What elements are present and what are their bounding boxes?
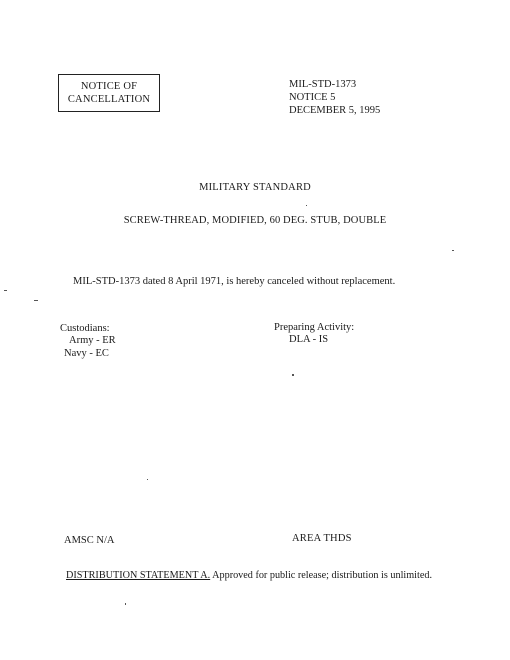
scan-speck xyxy=(125,603,126,605)
custodian-entry: Navy - EC xyxy=(64,348,109,359)
document-title: MILITARY STANDARD xyxy=(199,182,311,193)
distribution-statement xyxy=(66,570,432,581)
distribution-statement-text: Approved for public release; distribution is unlimited. xyxy=(210,570,432,581)
area-designation: AREA THDS xyxy=(292,533,352,544)
scan-speck xyxy=(306,205,307,206)
preparing-activity-value: DLA - IS xyxy=(289,334,329,345)
custodian-entry: Army - ER xyxy=(69,335,116,346)
notice-number: NOTICE 5 xyxy=(289,92,336,103)
distribution-statement-heading: DISTRIBUTION STATEMENT A. xyxy=(66,570,211,581)
scan-speck xyxy=(147,479,148,480)
document-subject: SCREW-THREAD, MODIFIED, 60 DEG. STUB, DOUBLE xyxy=(123,215,387,226)
cancellation-statement: MIL-STD-1373 dated 8 April 1971, is hereby canceled without replacement. xyxy=(73,276,396,287)
scan-speck xyxy=(292,374,294,376)
preparing-activity-label: Preparing Activity: xyxy=(274,322,355,333)
custodians-label: Custodians: xyxy=(60,323,110,334)
document-number: MIL-STD-1373 xyxy=(289,79,357,90)
notice-date: DECEMBER 5, 1995 xyxy=(289,105,381,116)
scan-speck xyxy=(4,290,7,291)
notice-box-line-2: CANCELLATION xyxy=(67,94,151,105)
scan-speck xyxy=(452,250,454,251)
amsc-designation: AMSC N/A xyxy=(64,535,115,546)
document-identifier-block xyxy=(289,78,380,117)
scan-speck xyxy=(34,300,38,301)
notice-of-cancellation-box xyxy=(58,74,160,112)
notice-box-line-1: NOTICE OF xyxy=(80,81,138,92)
